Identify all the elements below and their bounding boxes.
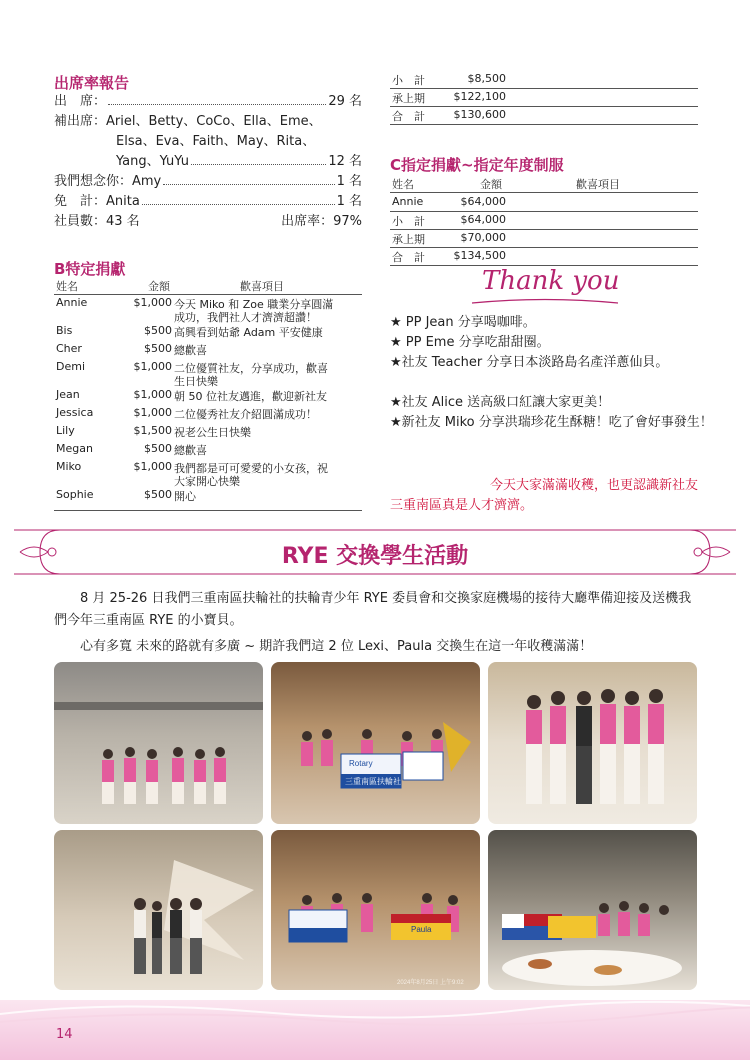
donor-name: Bis [56, 324, 73, 337]
donor-name: Miko [56, 460, 82, 473]
donor-name: Jean [56, 388, 80, 401]
closing-line-1: 今天大家滿滿收穫，也更認識新社友 [489, 478, 698, 493]
thank-item-4: ★社友 Alice 送高級口紅讓大家更美！ [390, 395, 611, 410]
donation-amount: $1,000 [133, 388, 172, 401]
donation-item: 今天 Miko 和 Zoe 職業分享圓滿 [174, 298, 334, 311]
donation-item: 祝老公生日快樂 [174, 426, 251, 439]
donation-amount: $1,000 [133, 460, 172, 473]
donor-name: Demi [56, 360, 86, 373]
photo-people-icon [54, 830, 263, 990]
rye-paragraph-1: 8 月 25-26 日我們三重南區扶輪社的扶輪青少年 RYE 委員會和交換家庭機場的接待大廳準備迎接及送機我們今年三重南區 RYE 的小寶貝。 [54, 591, 692, 628]
photo-group-banner-icon [271, 830, 480, 990]
b-summary-table: 小 計 $8,500 承上期 $122,100 合 計 $130,600 [390, 70, 698, 126]
donor-name: Cher [56, 342, 82, 355]
thank-item-2: ★ PP Eme 分享吃甜甜圈。 [390, 335, 550, 350]
page-number: 14 [56, 1027, 73, 1042]
donation-item: 總歡喜 [174, 444, 207, 457]
donation-item-cont: 成功，我們社人才濟濟超讚！ [174, 311, 317, 324]
makeup-row-3: Yang、YuYu 12 名 [116, 154, 362, 169]
photo-dinner-table-icon [488, 830, 697, 990]
members-row: 社員數：43 名 出席率：97% [54, 214, 362, 229]
donor-name: Megan [56, 442, 93, 455]
donation-amount: $1,000 [133, 406, 172, 419]
photo-rotary-label: Rotary [349, 759, 373, 768]
donation-amount: $1,000 [133, 360, 172, 373]
donation-item-cont: 生日快樂 [174, 375, 218, 388]
photo-group-banner-icon [271, 662, 480, 824]
closing-line-2: 三重南區真是人才濟濟。 [390, 498, 534, 513]
donation-item: 我們都是可可愛愛的小女孩，祝 [174, 462, 328, 475]
rye-paragraph-2: 心有多寬 未來的路就有多廣 ~ 期許我們這 2 位 Lexi、Paula 交換生在這一年收穫滿滿！ [80, 639, 593, 654]
attendance-title: 出席率報告 [54, 74, 130, 92]
photo-airport-1 [54, 662, 263, 824]
rye-title: RYE 交換學生活動 [281, 544, 469, 569]
thank-item-1: ★ PP Jean 分享喝咖啡。 [390, 315, 536, 330]
donor-name: Sophie [56, 488, 94, 501]
footer-wave-icon [0, 996, 750, 1026]
thank-item-5: ★新社友 Miko 分享洪瑞珍花生酥糖！吃了會好事發生！ [390, 415, 713, 430]
photo-airport-4 [54, 830, 263, 990]
donation-amount: $1,000 [133, 296, 172, 309]
donation-amount: $500 [144, 488, 172, 501]
thank-you-underline-icon [470, 298, 620, 306]
table-header: 姓名 金額 歡喜項目 [390, 176, 698, 193]
present-row: 出 席： 29 名 [54, 94, 362, 109]
designated-donation-title: C指定捐獻~指定年度制服 [390, 156, 564, 174]
donor-name: Lily [56, 424, 75, 437]
donation-amount: $500 [144, 442, 172, 455]
donation-item: 開心 [174, 490, 196, 503]
photo-airport-2 [271, 662, 480, 824]
designated-donation-table: 姓名 金額 歡喜項目 Annie $64,000 小 計 $64,000 承上期 $70,000 合 計 $134,500 [390, 176, 698, 266]
donation-item-cont: 大家開心快樂 [174, 475, 240, 488]
donor-name: Jessica [56, 406, 94, 419]
photo-airport-3 [488, 662, 697, 824]
table-header: 姓名 金額 歡喜項目 [54, 278, 362, 295]
special-donation-title: B特定捐獻 [54, 260, 126, 278]
donation-amount: $500 [144, 342, 172, 355]
thank-item-3: ★社友 Teacher 分享日本淡路島名產洋蔥仙貝。 [390, 355, 669, 370]
donation-item: 總歡喜 [174, 344, 207, 357]
donation-amount: $1,500 [133, 424, 172, 437]
donation-item: 高興看到姑爺 Adam 平安健康 [174, 326, 323, 339]
donation-item: 二位優秀社友介紹圓滿成功！ [174, 408, 317, 421]
photo-paula-label: Paula [411, 925, 432, 934]
thank-you-script: Thank you [482, 266, 620, 296]
donation-item: 二位優質社友，分享成功，歡喜 [174, 362, 328, 375]
photo-airport-5 [271, 830, 480, 990]
photo-dinner [488, 830, 697, 990]
donation-item: 朝 50 位社友邁進，歡迎新社友 [174, 390, 327, 403]
makeup-row-2: Elsa、Eva、Faith、May、Rita、 [116, 134, 316, 149]
miss-row: 我們想念你：Amy 1 名 [54, 174, 362, 189]
excused-row: 免 計：Anita 1 名 [54, 194, 362, 209]
special-donation-table [54, 278, 362, 514]
photo-banner-label: 三重南區扶輪社 [345, 777, 401, 786]
photo-people-icon [54, 662, 263, 824]
photo-timestamp: 2024年8月25日 上午9:02 [397, 980, 464, 986]
donor-name: Annie [56, 296, 88, 309]
donation-amount: $500 [144, 324, 172, 337]
makeup-row-1: 補出席： Ariel、Betty、CoCo、Ella、Eme、 [54, 114, 322, 129]
photo-people-icon [488, 662, 697, 824]
